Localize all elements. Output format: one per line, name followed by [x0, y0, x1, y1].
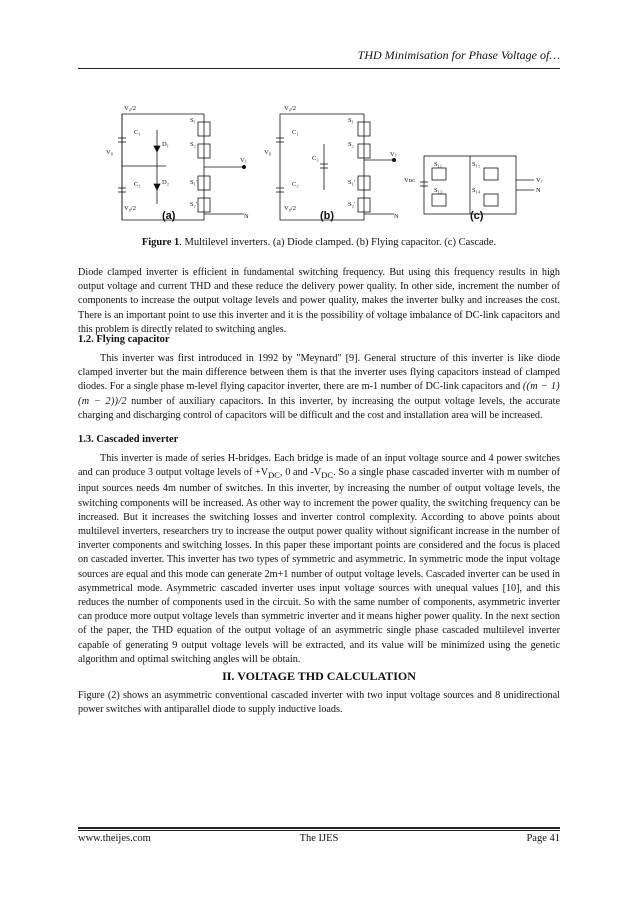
panel-label-b: (b): [320, 210, 335, 222]
header-rule: [78, 68, 560, 69]
footer-website: www.theijes.com: [78, 833, 151, 844]
label-vc-b: Vⱼ: [390, 151, 397, 158]
label-s1-a: S₁: [190, 117, 196, 124]
label-vdc-half-bottom-a: V₀/2: [124, 205, 137, 212]
subheading-cascaded-inverter: 1.3. Cascaded inverter: [78, 434, 179, 445]
caption-text: . Multilevel inverters. (a) Diode clamped. (b) Flying capacitor. (c) Cascade.: [179, 237, 497, 248]
label-n-a: N: [244, 213, 249, 220]
flying-text-1: This inverter was first introduced in 1992 by "Meynard" [9]. General structure of this inverter is like diode clamped inverter but the main difference between them is that the inverter uses flying capacitors instead of clamped diodes. For a single phase m-level flying capacitor inverter, there are m-1 number of DC-link capacitors and: [78, 353, 560, 393]
label-s2-a: S₂: [190, 141, 196, 148]
paragraph-diode-clamped: [78, 266, 560, 337]
label-s2p-b: S₂': [348, 201, 356, 208]
label-c2-a: C₂: [134, 181, 141, 188]
label-d1-a: D₁: [162, 141, 169, 148]
paragraph-flying-capacitor: [78, 352, 560, 423]
label-c1-a: C₁: [134, 129, 141, 136]
label-s1-b: S₁: [348, 117, 354, 124]
cascaded-text-2: , 0 and -V: [279, 467, 322, 479]
paragraph-section-2: [78, 689, 560, 717]
label-n-c: N: [536, 187, 541, 194]
label-vc-c: Vⱼ: [536, 177, 543, 184]
cascaded-text-1: This inverter is made of series H-bridges. Each bridge is made of an input voltage source and 4 power switches and can produce 3 output voltage levels of +V: [78, 453, 560, 479]
panel-label-c: (c): [470, 210, 484, 222]
label-vdc-half-top-a: V₀/2: [124, 105, 137, 112]
label-vdc-c: Vᴅᴄ: [404, 177, 416, 184]
label-s2-b: S₂: [348, 141, 354, 148]
label-s2p-a: S₂': [190, 201, 198, 208]
subheading-flying-capacitor: 1.2. Flying capacitor: [78, 334, 170, 345]
label-c1-b: C₁: [292, 129, 299, 136]
cascaded-sub-2: DC: [321, 470, 334, 481]
panel-label-a: (a): [162, 210, 176, 222]
section-title: II. VOLTAGE THD CALCULATION: [222, 669, 416, 683]
paragraph-cascaded-inverter: [78, 452, 560, 667]
paragraph-section-2-text: Figure (2) shows an asymmetric conventional cascaded inverter with two input voltage sources and 8 unidirectional power switches with antiparallel diode to supply inductive loads.: [78, 690, 560, 716]
label-s1p-b: S₁': [348, 179, 356, 186]
paragraph-diode-text: Diode clamped inverter is efficient in fundamental switching frequency. But using this frequency results in high output voltage and current THD and these reduce the delivery power quality. In other side, increment the number of components to increase the output voltage levels and power quality, makes the inverter bulky and increases the cost. There is an important point to use this inverter and it is the possibility of voltage imbalance of DC-link capacitors and this problem is directly related to switching angles.: [78, 267, 560, 335]
figure-multilevel-inverters: [94, 94, 556, 224]
label-vdc-b: V₀: [264, 149, 271, 156]
cascaded-sub-1: DC: [268, 470, 280, 481]
label-vdc-half-top-b: V₀/2: [284, 105, 297, 112]
label-vdc-a: V₀: [106, 149, 113, 156]
label-n-b: N: [394, 213, 399, 220]
label-s14-c: S₁₄: [472, 187, 481, 194]
label-vc-a: Vⱼ: [240, 157, 247, 164]
running-title: THD Minimisation for Phase Voltage of…: [357, 48, 560, 62]
label-s11-c: S₁₁: [434, 161, 443, 168]
footer-rule: [78, 827, 560, 829]
footer-journal: The IJES: [299, 833, 339, 844]
caption-label: Figure 1: [141, 237, 180, 248]
flying-text-2: number of auxiliary capacitors. In this inverter, by increasing the output voltage levels, the accurate charging and discharging control of capacitors will be difficult and the cost and installation area will be increased.: [78, 395, 561, 421]
footer-page-number: Page 41: [526, 833, 560, 844]
label-d2-a: D₂: [162, 179, 169, 186]
label-vdc-half-bottom-b: V₀/2: [284, 205, 297, 212]
cascaded-text-3: . So a single phase cascaded inverter with m number of input sources needs 4m number of switches. In this inverter, by increasing the number of output voltage levels, the switching components will be increased. As other way to increment the power quality, the switching frequency can be increased. But it increases the switching losses and inverter control complexity. According to above points about multilevel inverters, researchers try to increase the output power quality without significant increase in the number of inverter components and switching losses. In this paper these important points are considered and the focus is placed on cascaded inverter. This inverter has two types of symmetric and asymmetric. In symmetric mode the input voltage sources are equal and this mode can generate 2m+1 number of output voltage levels. Cascaded inverter can be used in asymmetrical mode. Asymmetric cascaded inverter uses input voltage sources with unequal values [10], and this reduces the number of components used in the circuit. So with the same number of components, asymmetric inverter can produce more output voltage levels than symmetric inverter and it means higher power quality. In the next section of the paper, the THD equation of the output voltage of an asymmetric single phase cascaded multilevel inverter capable of generating 9 output voltage levels will be extracted, and its value will be minimized using the genetic algorithm and optimal switching angles will be obtain.: [78, 467, 560, 665]
label-c2-b: C₂: [292, 181, 299, 188]
figure-caption: [0, 237, 638, 248]
label-s1p-a: S₁': [190, 179, 198, 186]
label-s12-c: S₁₂: [472, 161, 481, 168]
label-c3-b: C₃: [312, 155, 319, 162]
flying-math: ((m − 1)(m − 2))/2: [78, 381, 561, 407]
footer-rule-thin: [78, 830, 560, 831]
label-s13-c: S₁₃: [434, 187, 443, 194]
